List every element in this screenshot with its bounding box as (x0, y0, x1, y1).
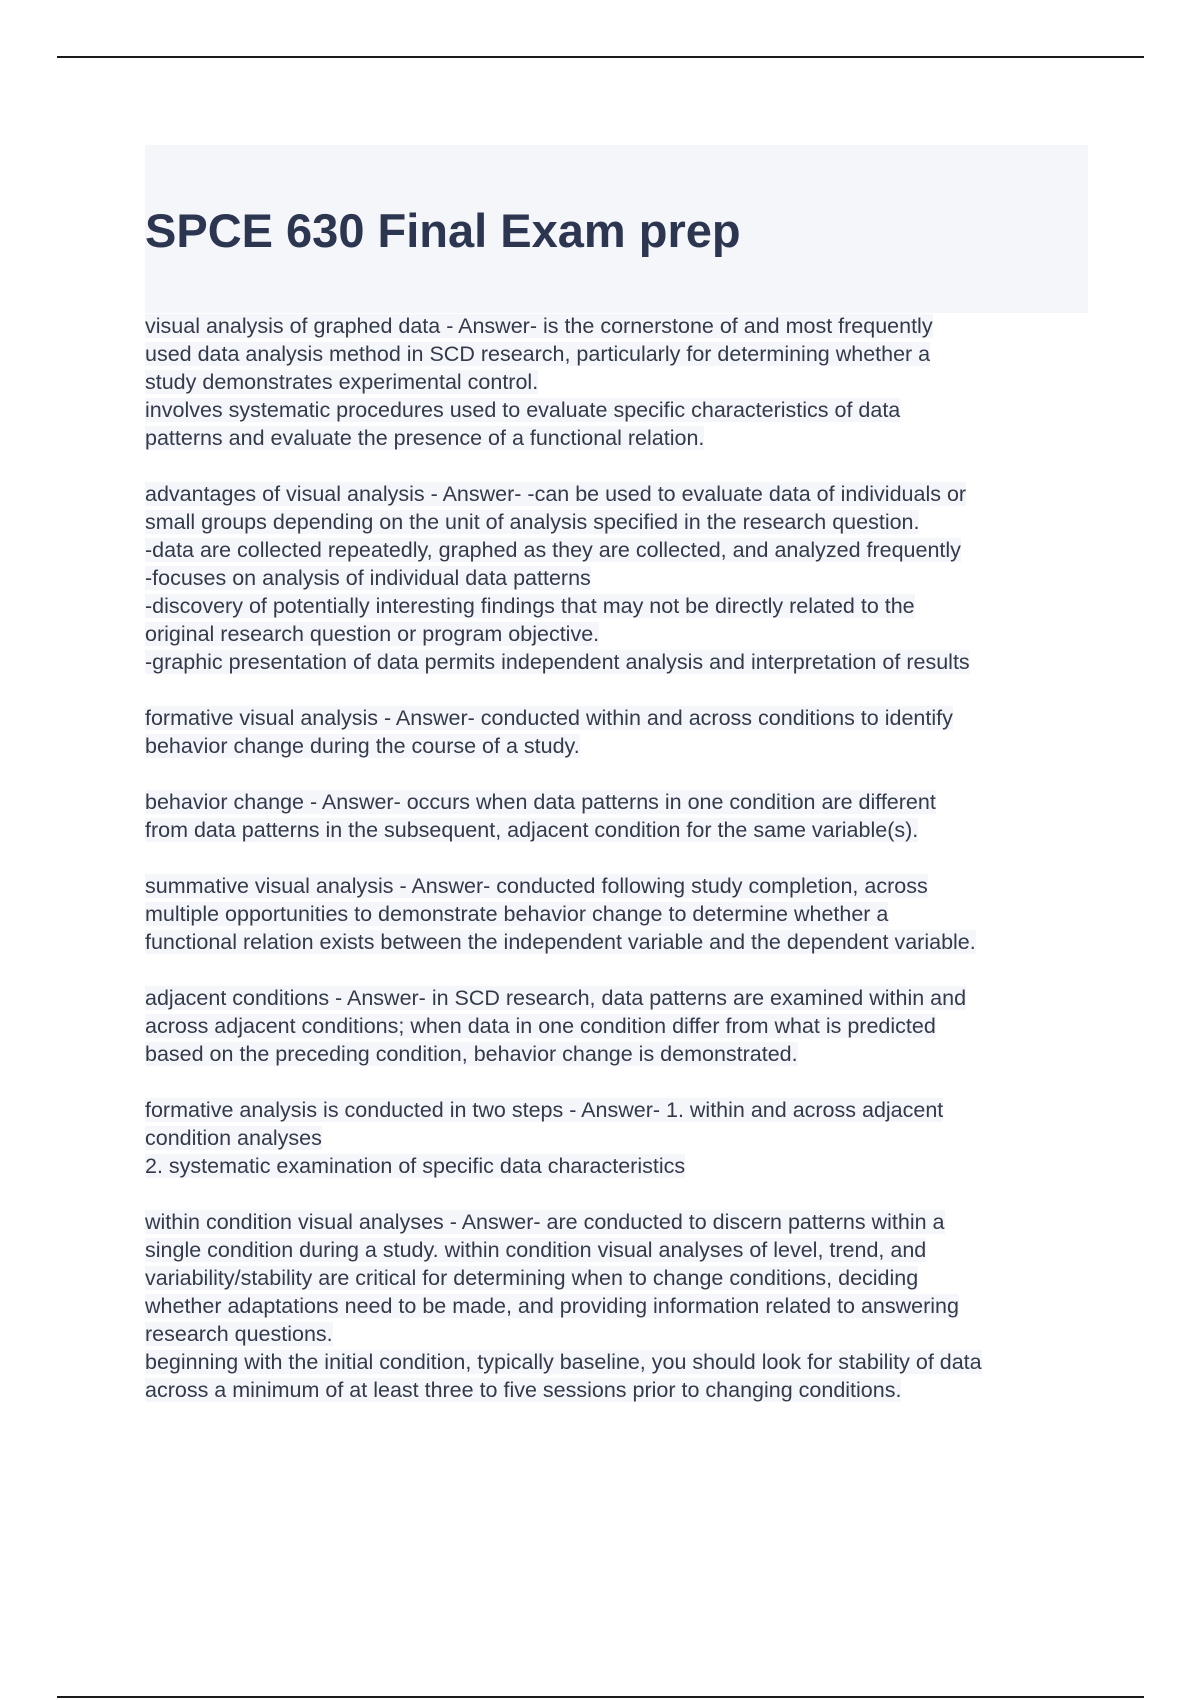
text-line: from data patterns in the subsequent, adjacent condition for the same variable(s). (145, 818, 919, 842)
text-line: functional relation exists between the independent variable and the dependent variable. (145, 930, 976, 954)
text-line: whether adaptations need to be made, and providing information related to answering (145, 1294, 959, 1318)
text-line: behavior change during the course of a study. (145, 734, 580, 758)
text-line: variability/stability are critical for determining when to change conditions, deciding (145, 1266, 919, 1290)
title-block (145, 145, 1088, 313)
text-line: condition analyses (145, 1126, 322, 1150)
text-line: visual analysis of graphed data - Answer- is the cornerstone of and most frequently (145, 314, 933, 338)
text-line: -discovery of potentially interesting findings that may not be directly related to the (145, 594, 915, 618)
text-line: -focuses on analysis of individual data patterns (145, 566, 591, 590)
text-line: multiple opportunities to demonstrate behavior change to determine whether a (145, 902, 889, 926)
text-line: involves systematic procedures used to evaluate specific characteristics of data (145, 398, 901, 422)
qa-entry (145, 872, 1095, 956)
text-line: small groups depending on the unit of analysis specified in the research question. (145, 510, 920, 534)
text-line: used data analysis method in SCD research, particularly for determining whether a (145, 342, 931, 366)
text-line: across a minimum of at least three to five sessions prior to changing conditions. (145, 1378, 902, 1402)
qa-entry (145, 480, 1095, 676)
text-line: research questions. (145, 1322, 333, 1346)
text-line: -data are collected repeatedly, graphed as they are collected, and analyzed frequently (145, 538, 961, 562)
text-line: original research question or program objective. (145, 622, 600, 646)
text-line: 2. systematic examination of specific data characteristics (145, 1154, 686, 1178)
qa-entry (145, 1096, 1095, 1180)
text-line: within condition visual analyses - Answer- are conducted to discern patterns within a (145, 1210, 945, 1234)
text-line: patterns and evaluate the presence of a functional relation. (145, 426, 705, 450)
bottom-rule (57, 1696, 1144, 1698)
qa-entry (145, 312, 1095, 452)
top-rule (57, 56, 1144, 58)
page-title: SPCE 630 Final Exam prep (145, 204, 741, 257)
text-line: -graphic presentation of data permits independent analysis and interpretation of results (145, 650, 970, 674)
document-body (145, 312, 1095, 1432)
text-line: across adjacent conditions; when data in one condition differ from what is predicted (145, 1014, 936, 1038)
text-line: formative analysis is conducted in two steps - Answer- 1. within and across adjacent (145, 1098, 944, 1122)
text-line: behavior change - Answer- occurs when data patterns in one condition are different (145, 790, 936, 814)
text-line: advantages of visual analysis - Answer- -can be used to evaluate data of individuals or (145, 482, 967, 506)
qa-entry (145, 1208, 1095, 1404)
text-line: adjacent conditions - Answer- in SCD research, data patterns are examined within and (145, 986, 967, 1010)
text-line: formative visual analysis - Answer- conducted within and across conditions to identify (145, 706, 953, 730)
text-line: summative visual analysis - Answer- conducted following study completion, across (145, 874, 928, 898)
text-line: single condition during a study. within condition visual analyses of level, trend, and (145, 1238, 927, 1262)
qa-entry (145, 788, 1095, 844)
text-line: based on the preceding condition, behavior change is demonstrated. (145, 1042, 798, 1066)
qa-entry (145, 704, 1095, 760)
text-line: study demonstrates experimental control. (145, 370, 539, 394)
text-line: beginning with the initial condition, typically baseline, you should look for stability of data (145, 1350, 982, 1374)
qa-entry (145, 984, 1095, 1068)
